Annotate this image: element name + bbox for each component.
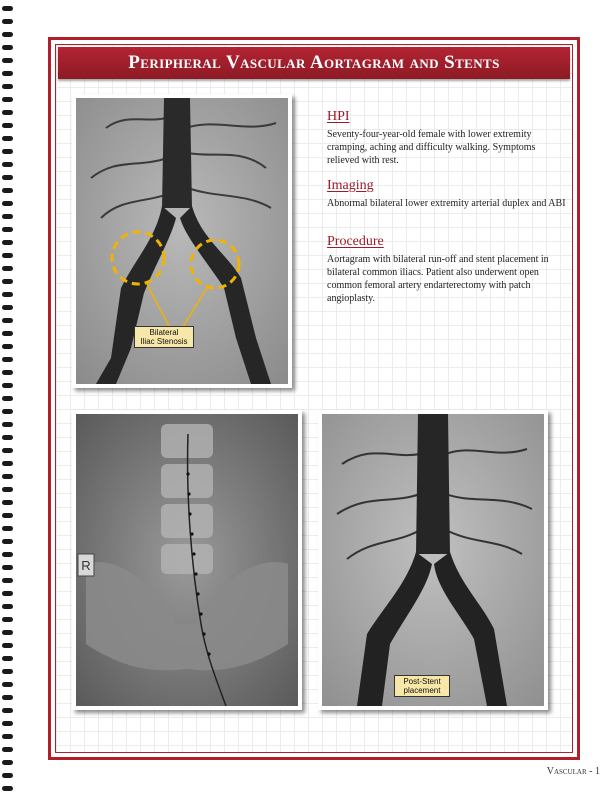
spiral-ring — [2, 552, 13, 557]
hpi-body: Seventy-four-year-old female with lower extremity cramping, aching and difficulty walking. Symptoms relieved with rest. — [327, 129, 536, 166]
spiral-ring — [2, 734, 13, 739]
xray-stent-image — [72, 410, 302, 710]
spiral-ring — [2, 643, 13, 648]
spiral-binding — [0, 0, 18, 792]
spiral-ring — [2, 149, 13, 154]
spiral-ring — [2, 526, 13, 531]
spiral-ring — [2, 84, 13, 89]
spiral-ring — [2, 344, 13, 349]
spiral-ring — [2, 240, 13, 245]
spiral-ring — [2, 617, 13, 622]
spiral-ring — [2, 409, 13, 414]
spiral-ring — [2, 110, 13, 115]
imaging-body: Abnormal bilateral lower extremity arterial duplex and ABI — [327, 198, 566, 209]
spiral-ring — [2, 357, 13, 362]
spiral-ring — [2, 487, 13, 492]
spiral-ring — [2, 227, 13, 232]
spiral-ring — [2, 266, 13, 271]
spiral-ring — [2, 630, 13, 635]
spiral-ring — [2, 682, 13, 687]
spiral-ring — [2, 370, 13, 375]
spiral-ring — [2, 162, 13, 167]
page-title: Peripheral Vascular Aortagram and Stents — [128, 52, 500, 73]
spiral-ring — [2, 318, 13, 323]
spiral-ring — [2, 383, 13, 388]
spiral-ring — [2, 773, 13, 778]
spiral-ring — [2, 32, 13, 37]
spiral-ring — [2, 565, 13, 570]
spiral-ring — [2, 136, 13, 141]
spiral-ring — [2, 201, 13, 206]
spiral-ring — [2, 747, 13, 752]
spiral-ring — [2, 292, 13, 297]
hpi-heading: HPI — [327, 109, 350, 124]
post-stent-callout: Post-Stent placement — [394, 675, 450, 697]
spiral-ring — [2, 786, 13, 791]
x-ray-marker: R — [81, 558, 91, 573]
spiral-ring — [2, 591, 13, 596]
spiral-ring — [2, 721, 13, 726]
spiral-ring — [2, 188, 13, 193]
spiral-ring — [2, 422, 13, 427]
spiral-ring — [2, 500, 13, 505]
title-banner — [58, 47, 570, 79]
spiral-ring — [2, 448, 13, 453]
spiral-ring — [2, 253, 13, 258]
spiral-ring — [2, 656, 13, 661]
spiral-ring — [2, 539, 13, 544]
spiral-ring — [2, 71, 13, 76]
spiral-ring — [2, 6, 13, 11]
spiral-ring — [2, 695, 13, 700]
angiogram-post-stent-image — [318, 410, 548, 710]
spiral-ring — [2, 97, 13, 102]
spiral-ring — [2, 279, 13, 284]
spiral-ring — [2, 604, 13, 609]
spiral-ring — [2, 669, 13, 674]
spiral-ring — [2, 435, 13, 440]
spiral-ring — [2, 513, 13, 518]
spiral-ring — [2, 331, 13, 336]
spiral-ring — [2, 474, 13, 479]
spiral-ring — [2, 123, 13, 128]
spiral-ring — [2, 578, 13, 583]
spiral-ring — [2, 760, 13, 765]
imaging-heading: Imaging — [327, 178, 374, 193]
spiral-ring — [2, 708, 13, 713]
spiral-ring — [2, 461, 13, 466]
spiral-ring — [2, 58, 13, 63]
spiral-ring — [2, 305, 13, 310]
stenosis-callout: Bilateral Iliac Stenosis — [134, 326, 194, 348]
spiral-ring — [2, 175, 13, 180]
spiral-ring — [2, 19, 13, 24]
procedure-heading: Procedure — [327, 234, 384, 249]
spiral-ring — [2, 45, 13, 50]
spiral-ring — [2, 396, 13, 401]
spiral-ring — [2, 214, 13, 219]
procedure-body: Aortagram with bilateral run-off and stent placement in bilateral common iliacs. Patient also underwent open common femoral artery endarterectomy with patch angioplasty. — [327, 254, 549, 304]
page-footer: Vascular - 1 — [546, 766, 600, 777]
